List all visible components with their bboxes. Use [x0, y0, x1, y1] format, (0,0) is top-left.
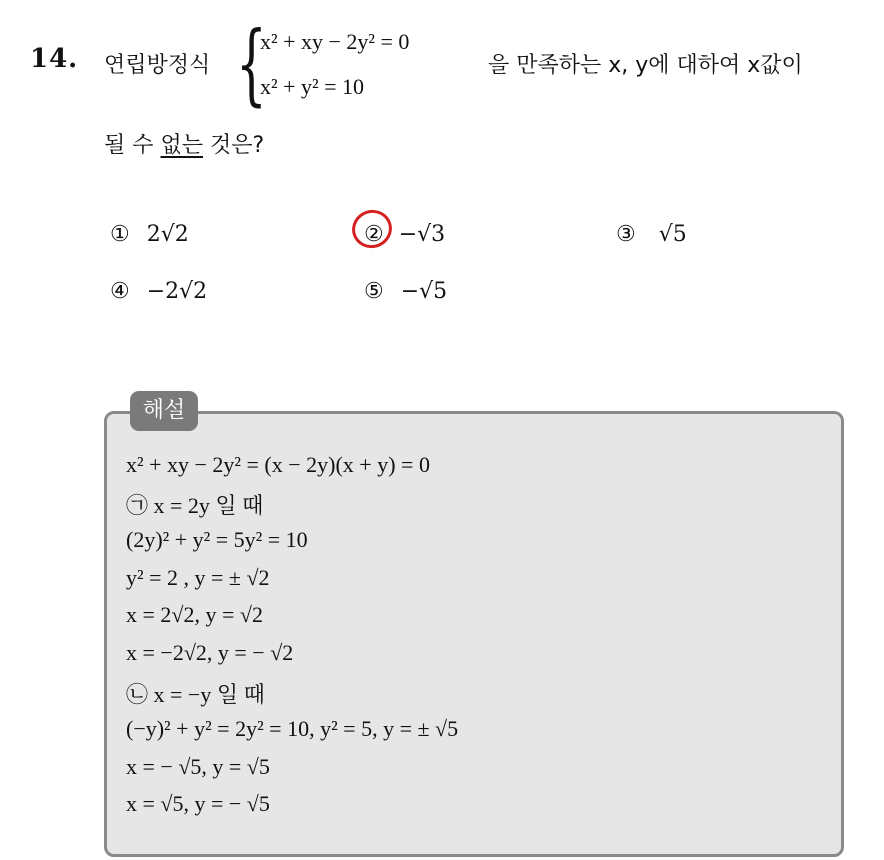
question-number: 14.	[30, 44, 79, 74]
choice-4-value: −2√2	[146, 279, 208, 304]
choice-5-mark: ⑤	[364, 279, 384, 304]
choice-1-value: 2√2	[146, 222, 189, 247]
choice-2-mark: ②	[364, 222, 384, 247]
choice-4-mark: ④	[110, 279, 130, 304]
choice-3-value: √5	[658, 222, 687, 247]
solution-line-5: x = 2√2, y = √2	[126, 602, 263, 627]
choice-5[interactable]	[364, 279, 447, 304]
choice-3-mark: ③	[616, 222, 636, 247]
solution-line-6: x = −2√2, y = − √2	[126, 640, 294, 665]
choice-1-mark: ①	[110, 222, 130, 247]
solution-line-2: ㉠ x = 2y 일 때	[126, 493, 264, 518]
question-line2-start: 될 수	[104, 133, 154, 158]
question-line2	[104, 128, 264, 159]
solution-line-4: y² = 2 , y = ± √2	[126, 565, 270, 590]
question-tail: 을 만족하는 x, y에 대하여 x값이	[488, 53, 803, 78]
solution-line-10: x = √5, y = − √5	[126, 791, 270, 816]
solution-line-8: (−y)² + y² = 2y² = 10, y² = 5, y = ± √5	[126, 716, 459, 741]
choice-4[interactable]	[110, 279, 207, 304]
choice-2-value: −√3	[398, 222, 446, 247]
question-emphasis: 없는	[160, 133, 204, 158]
choice-1[interactable]	[110, 222, 189, 247]
solution-tag: 해설	[130, 391, 198, 431]
solution-line-1: x² + xy − 2y² = (x − 2y)(x + y) = 0	[126, 452, 430, 477]
solution-line-7: ㉡ x = −y 일 때	[126, 682, 265, 707]
equation-1: x² + xy − 2y² = 0	[260, 29, 410, 54]
solution-line-3: (2y)² + y² = 5y² = 10	[126, 527, 308, 552]
question-lead: 연립방정식	[104, 53, 211, 78]
choice-3[interactable]	[616, 222, 687, 247]
choice-5-value: −√5	[400, 279, 448, 304]
equation-2: x² + y² = 10	[260, 74, 365, 99]
system-brace: {	[236, 12, 267, 115]
solution-line-9: x = − √5, y = √5	[126, 754, 270, 779]
question-line2-end: 것은?	[210, 133, 265, 158]
